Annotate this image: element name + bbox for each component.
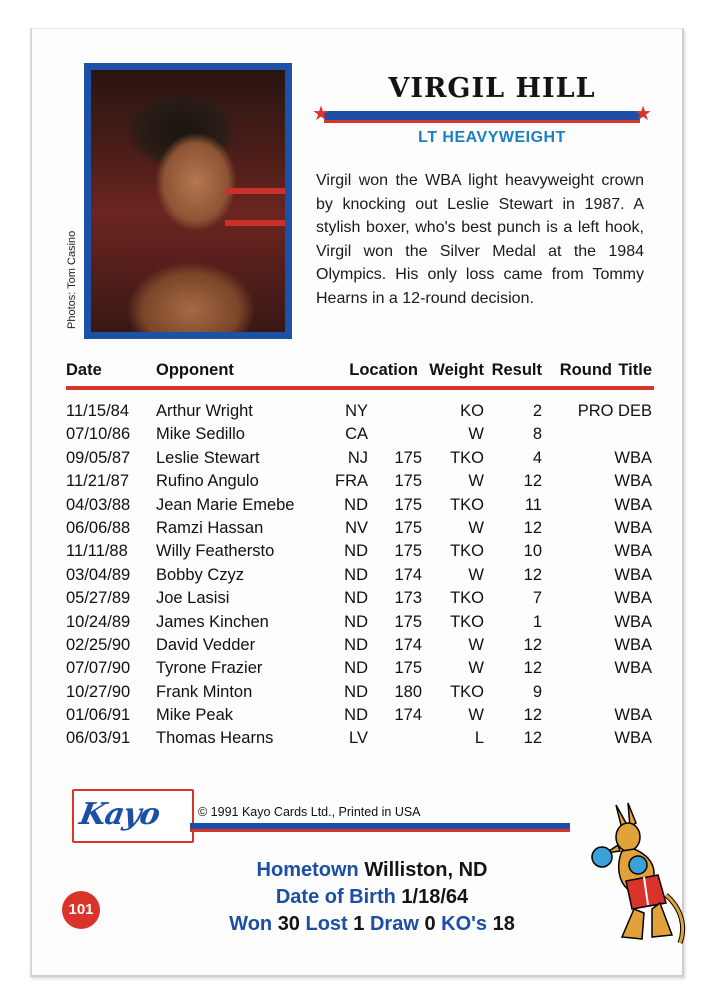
- cell-weight: 174: [394, 635, 422, 654]
- table-row: [66, 589, 654, 612]
- star-icon: ★: [312, 103, 330, 125]
- cell-weight: 175: [394, 518, 422, 537]
- record-line: [192, 911, 552, 938]
- cell-opponent: Ramzi Hassan: [156, 518, 264, 537]
- cell-result: KO: [460, 402, 484, 420]
- logo-text: Kayo: [76, 797, 163, 832]
- cell-weight: 175: [394, 659, 422, 678]
- boxer-stats: [192, 857, 552, 938]
- cell-date: 10/27/90: [66, 682, 131, 701]
- kangaroo-boxer-icon: [582, 799, 692, 949]
- dob-label: Date of Birth: [275, 886, 396, 908]
- kayo-logo: [72, 789, 194, 843]
- cell-opponent: Mike Sedillo: [156, 425, 245, 444]
- table-row: [66, 729, 654, 752]
- boxer-photo-frame: [84, 63, 292, 339]
- table-row: [66, 706, 654, 729]
- cell-opponent: David Vedder: [156, 635, 256, 654]
- cell-round: 12: [523, 659, 542, 678]
- title-underline: [312, 103, 652, 125]
- cell-title: WBA: [614, 706, 652, 725]
- lost-label: Lost: [305, 913, 348, 935]
- weight-division: LT HEAVYWEIGHT: [418, 129, 566, 146]
- cell-round: 9: [532, 682, 542, 701]
- cell-title: WBA: [614, 448, 652, 467]
- cell-weight: 174: [394, 565, 422, 584]
- cell-location: CA: [345, 425, 368, 444]
- cell-round: 1: [532, 612, 542, 631]
- cell-round: 2: [532, 402, 542, 420]
- cell-opponent: Rufino Angulo: [156, 472, 259, 491]
- cell-opponent: Frank Minton: [156, 682, 253, 701]
- cell-round: 11: [524, 495, 542, 514]
- hometown-label: Hometown: [256, 859, 359, 881]
- cell-date: 06/03/91: [66, 729, 131, 748]
- photo-credit: Photos: Tom Casino: [66, 230, 78, 329]
- cell-title: WBA: [614, 659, 652, 678]
- cell-result: L: [474, 729, 484, 748]
- trading-card: [30, 28, 684, 977]
- cell-opponent: Bobby Czyz: [156, 565, 245, 584]
- cell-date: 09/05/87: [66, 448, 131, 467]
- card-number-badge: 101: [62, 891, 100, 929]
- cell-title: WBA: [614, 565, 652, 584]
- cell-round: 12: [523, 729, 542, 748]
- cell-date: 06/06/88: [66, 518, 131, 537]
- header-opponent: Opponent: [156, 361, 234, 379]
- cell-opponent: Tyrone Frazier: [156, 659, 263, 678]
- cell-opponent: Leslie Stewart: [156, 448, 260, 467]
- cell-location: FRA: [335, 472, 368, 491]
- header-result: Result: [491, 361, 542, 379]
- cell-result: TKO: [450, 495, 484, 514]
- cell-date: 04/03/88: [66, 495, 131, 514]
- cell-date: 11/15/84: [66, 402, 130, 420]
- table-row: [66, 496, 654, 519]
- ring-rope: [225, 188, 285, 194]
- dob-line: [192, 884, 552, 911]
- cell-title: WBA: [614, 518, 652, 537]
- table-row: [66, 566, 654, 589]
- hometown-value: Williston, ND: [364, 859, 488, 881]
- cell-date: 03/04/89: [66, 565, 131, 584]
- cell-location: ND: [344, 635, 368, 654]
- cell-result: TKO: [450, 589, 484, 608]
- cell-title: WBA: [614, 612, 652, 631]
- cell-date: 07/10/86: [66, 425, 131, 444]
- table-row: [66, 449, 654, 472]
- table-row: [66, 613, 654, 636]
- cell-location: ND: [344, 659, 368, 678]
- cell-result: W: [468, 565, 484, 584]
- cell-location: ND: [344, 542, 368, 561]
- cell-date: 02/25/90: [66, 635, 131, 654]
- table-row: [66, 542, 654, 565]
- cell-round: 12: [523, 565, 542, 584]
- cell-title: PRO DEB: [577, 402, 652, 420]
- cell-date: 10/24/89: [66, 612, 131, 631]
- cell-round: 12: [523, 518, 542, 537]
- cell-opponent: Thomas Hearns: [156, 729, 274, 748]
- cell-weight: 175: [394, 495, 422, 514]
- table-row: [66, 636, 654, 659]
- cell-title: WBA: [614, 635, 652, 654]
- cell-result: TKO: [450, 542, 484, 561]
- cell-location: ND: [344, 612, 368, 631]
- cell-weight: 175: [394, 542, 422, 561]
- header-rule: [66, 386, 654, 390]
- draw-label: Draw: [369, 913, 419, 935]
- ring-rope: [225, 220, 285, 226]
- cell-weight: 175: [394, 448, 422, 467]
- cell-weight: 175: [394, 472, 422, 491]
- cell-location: NJ: [347, 448, 368, 467]
- cell-location: ND: [344, 682, 368, 701]
- table-row: [66, 659, 654, 682]
- cell-result: W: [468, 518, 484, 537]
- cell-date: 05/27/89: [66, 589, 131, 608]
- cell-opponent: James Kinchen: [156, 612, 269, 631]
- cell-title: WBA: [614, 589, 652, 608]
- cell-result: TKO: [450, 682, 484, 701]
- fight-table-header: [66, 361, 654, 385]
- cell-date: 01/06/91: [66, 706, 131, 725]
- boxer-photo: [91, 70, 285, 332]
- cell-round: 12: [523, 472, 542, 491]
- cell-weight: 175: [394, 612, 422, 631]
- star-icon: ★: [634, 103, 652, 125]
- cell-location: ND: [344, 565, 368, 584]
- table-row: [66, 425, 654, 448]
- table-row: [66, 683, 654, 706]
- header-date: Date: [66, 361, 102, 379]
- cell-round: 10: [523, 542, 542, 561]
- cell-result: W: [468, 425, 484, 444]
- cell-date: 11/11/88: [66, 542, 128, 561]
- cell-location: LV: [349, 729, 368, 748]
- hometown-line: [192, 857, 552, 884]
- cell-location: ND: [344, 706, 368, 725]
- table-row: [66, 472, 654, 495]
- cell-round: 4: [532, 448, 542, 467]
- fight-table-body: [66, 402, 654, 753]
- cell-date: 07/07/90: [66, 659, 131, 678]
- header-title: Title: [618, 361, 652, 379]
- draw-value: 0: [424, 913, 436, 935]
- cell-round: 12: [523, 706, 542, 725]
- cell-weight: 180: [394, 682, 422, 701]
- won-label: Won: [229, 913, 273, 935]
- cell-title: WBA: [614, 495, 652, 514]
- kos-value: 18: [492, 913, 515, 935]
- table-row: [66, 402, 654, 425]
- cell-weight: 174: [394, 706, 422, 725]
- cell-result: W: [468, 659, 484, 678]
- cell-opponent: Mike Peak: [156, 706, 234, 725]
- won-value: 30: [277, 913, 300, 935]
- cell-result: W: [468, 472, 484, 491]
- cell-result: TKO: [450, 448, 484, 467]
- cell-location: NY: [345, 402, 368, 420]
- header-round: Round: [559, 361, 612, 379]
- cell-round: 8: [532, 425, 542, 444]
- header-location: Location: [349, 361, 418, 379]
- cell-title: WBA: [614, 729, 652, 748]
- cell-round: 12: [523, 635, 542, 654]
- header-weight: Weight: [429, 361, 484, 379]
- cell-location: NV: [345, 518, 368, 537]
- table-row: [66, 519, 654, 542]
- cell-opponent: Joe Lasisi: [156, 589, 230, 608]
- cell-opponent: Arthur Wright: [156, 402, 253, 420]
- cell-location: ND: [344, 495, 368, 514]
- cell-weight: 173: [394, 589, 422, 608]
- cell-result: TKO: [450, 612, 484, 631]
- cell-opponent: Willy Featherstо: [156, 542, 275, 561]
- boxer-name: VIRGIL HILL: [388, 73, 596, 104]
- copyright-text: © 1991 Kayo Cards Ltd., Printed in USA: [198, 805, 421, 819]
- lost-value: 1: [353, 913, 365, 935]
- kos-label: KO's: [441, 913, 488, 935]
- cell-result: W: [468, 706, 484, 725]
- cell-title: WBA: [614, 472, 652, 491]
- boxer-bio: Virgil won the WBA light heavyweight crown by knocking out Leslie Stewart in 1987. A stylish boxer, who's best punch is a left hook, Virgil won the Silver Medal at the 1984 Olympics. His only loss came from Tommy Hearns in a 12-round decision.: [316, 172, 644, 307]
- cell-round: 7: [532, 589, 542, 608]
- dob-value: 1/18/64: [401, 886, 469, 908]
- cell-title: WBA: [614, 542, 652, 561]
- cell-result: W: [468, 635, 484, 654]
- cell-date: 11/21/87: [66, 472, 130, 491]
- footer-rule: [190, 823, 570, 832]
- cell-location: ND: [344, 589, 368, 608]
- cell-opponent: Jean Marie Emebe: [156, 495, 295, 514]
